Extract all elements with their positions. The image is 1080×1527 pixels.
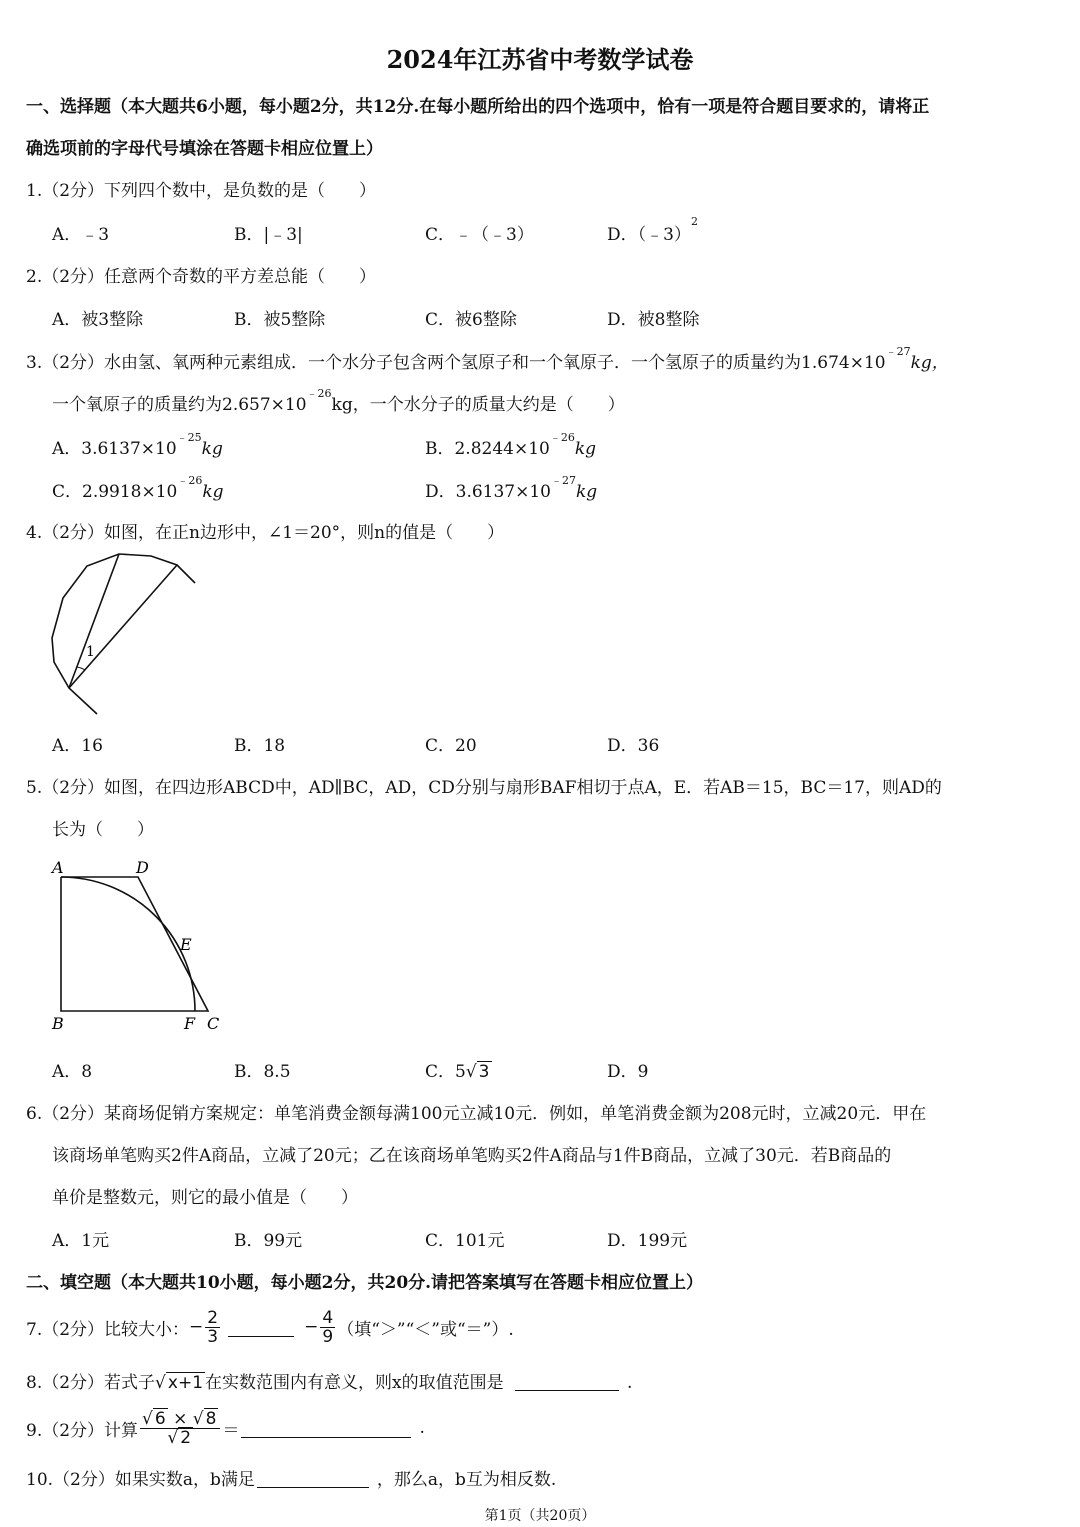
q7-fraction-1-denominator: 3 bbox=[207, 1326, 219, 1347]
q2-option-b: B．被5整除 bbox=[234, 310, 326, 330]
q4-option-b: B．18 bbox=[234, 736, 286, 756]
q8-period: . bbox=[627, 1373, 633, 1393]
q7-minus-2: − bbox=[304, 1317, 319, 1337]
q4-polygon-figure bbox=[40, 548, 210, 723]
q3-option-a-text: A．3.6137×10 bbox=[52, 439, 177, 459]
page-footer: 第1页（共20页） bbox=[484, 1508, 596, 1524]
q5-sector-arc bbox=[61, 877, 195, 1011]
q8-answer-blank[interactable] bbox=[515, 1372, 619, 1391]
q1-stem: 1.（2分）下列四个数中，是负数的是（ ） bbox=[26, 181, 377, 201]
q3-option-c bbox=[52, 474, 224, 502]
q1-option-c: C．﹣（﹣3） bbox=[425, 225, 534, 245]
q6-option-a: A．1元 bbox=[52, 1231, 110, 1251]
q9-denominator bbox=[140, 1429, 220, 1447]
q4-option-d: D．36 bbox=[607, 736, 660, 756]
q4-angle-arc bbox=[77, 667, 85, 670]
q4-stem: 4.（2分）如图，在正n边形中，∠1＝20°，则n的值是（ ） bbox=[26, 523, 505, 543]
q6-option-c: C．101元 bbox=[425, 1231, 505, 1251]
q9-prefix: 9.（2分）计算 bbox=[26, 1420, 139, 1441]
q7-suffix: （填“＞”“＜”或“＝”）. bbox=[337, 1319, 514, 1340]
q9-radicand-b: 8 bbox=[205, 1408, 217, 1429]
q7-prefix: 7.（2分）比较大小： bbox=[26, 1319, 190, 1340]
q6-option-d: D．199元 bbox=[607, 1231, 688, 1251]
q3-stem-line2 bbox=[52, 387, 625, 415]
q3-line1-exponent: ﹣27 bbox=[885, 345, 911, 358]
q5-label-c: C bbox=[207, 1014, 220, 1033]
q4-polygon-sides bbox=[52, 554, 195, 714]
q3-option-b bbox=[425, 431, 597, 459]
q5-stem-line2: 长为（ ） bbox=[52, 820, 154, 840]
q1-option-b: B．|﹣3| bbox=[234, 225, 303, 245]
q9-radicand-c: 2 bbox=[180, 1427, 192, 1448]
q6-option-b: B．99元 bbox=[234, 1231, 303, 1251]
q5-option-b: B．8.5 bbox=[234, 1062, 291, 1082]
q1-option-a: A．﹣3 bbox=[52, 225, 110, 245]
q5-label-b: B bbox=[52, 1014, 64, 1033]
q3-option-c-unit: kg bbox=[202, 482, 224, 502]
q7-minus-1: − bbox=[189, 1317, 204, 1337]
q7-fraction-1 bbox=[205, 1309, 220, 1346]
q5-option-c-radicand: 3 bbox=[478, 1062, 490, 1082]
q5-option-d: D．9 bbox=[607, 1062, 649, 1082]
q2-option-d: D．被8整除 bbox=[607, 310, 700, 330]
section1-heading-line2: 确选项前的字母代号填涂在答题卡相应位置上） bbox=[26, 139, 383, 159]
q8-middle: 在实数范围内有意义，则x的取值范围是 bbox=[205, 1373, 504, 1393]
q10-answer-blank[interactable] bbox=[257, 1469, 369, 1488]
q3-stem-line1 bbox=[26, 345, 949, 373]
q7-fraction-2 bbox=[320, 1309, 335, 1346]
q5-label-e: E bbox=[180, 935, 192, 954]
q9-radicand-a: 6 bbox=[154, 1408, 166, 1429]
q10-prefix: 10.（2分）如果实数a，b满足 bbox=[26, 1470, 255, 1490]
section2-heading: 二、填空题（本大题共10小题，每小题2分，共20分.请把答案填写在答题卡相应位置上） bbox=[26, 1273, 704, 1293]
q5-option-a: A．8 bbox=[52, 1062, 93, 1082]
q5-quadrilateral-figure bbox=[40, 855, 230, 1040]
q3-line1-unit: kg， bbox=[910, 353, 949, 373]
q3-option-a-unit: kg bbox=[201, 439, 223, 459]
q5-label-f: F bbox=[184, 1014, 196, 1033]
q3-line1-text: 3.（2分）水由氢、氧两种元素组成．一个水分子包含两个氢原子和一个氧原子．一个氢原子的质量约为1.674×10 bbox=[26, 353, 886, 373]
q7-fraction-2-numerator: 4 bbox=[322, 1307, 334, 1328]
q3-option-b-text: B．2.8244×10 bbox=[425, 439, 550, 459]
q4-option-a: A．16 bbox=[52, 736, 103, 756]
section1-heading-line1: 一、选择题（本大题共6小题，每小题2分，共12分.在每小题所给出的四个选项中，恰有一项是符合题目要求的，请将正 bbox=[26, 97, 930, 117]
q9-line bbox=[26, 1400, 425, 1456]
q9-radical-c: √ 2 bbox=[167, 1427, 192, 1448]
q3-option-d bbox=[425, 474, 598, 502]
page-title: 2024年江苏省中考数学试卷 bbox=[386, 45, 694, 74]
q9-radical-a: √ 6 bbox=[142, 1408, 166, 1429]
q3-option-d-text: D．3.6137×10 bbox=[425, 482, 551, 502]
q9-period: . bbox=[419, 1418, 425, 1438]
q4-diagonal-1 bbox=[69, 554, 119, 688]
q9-radical-b: √ 8 bbox=[192, 1408, 217, 1429]
q2-option-c: C．被6整除 bbox=[425, 310, 517, 330]
q3-line2-text: 一个氧原子的质量约为2.657×10 bbox=[52, 395, 307, 415]
q2-stem: 2.（2分）任意两个奇数的平方差总能（ ） bbox=[26, 267, 377, 287]
q3-option-c-text: C．2.9918×10 bbox=[52, 482, 178, 502]
q6-stem-line3: 单价是整数元，则它的最小值是（ ） bbox=[52, 1188, 358, 1208]
q5-option-c-coef: C．5 bbox=[425, 1062, 466, 1082]
q3-line2-tail: kg，一个水分子的质量大约是（ ） bbox=[331, 395, 625, 415]
q1-option-d-base: D．（﹣3） bbox=[607, 225, 691, 245]
q3-option-d-unit: kg bbox=[576, 482, 598, 502]
q7-answer-blank[interactable] bbox=[228, 1318, 294, 1337]
q3-option-b-exponent: ﹣26 bbox=[549, 431, 575, 444]
q10-line bbox=[26, 1465, 556, 1490]
q9-equals: ＝ bbox=[222, 1420, 240, 1441]
q8-prefix: 8.（2分）若式子 bbox=[26, 1373, 156, 1393]
q7-fraction-1-numerator: 2 bbox=[207, 1307, 219, 1328]
q9-answer-blank[interactable] bbox=[241, 1419, 411, 1438]
q8-radical: √ x+1 bbox=[155, 1373, 204, 1393]
q2-option-a: A．被3整除 bbox=[52, 310, 144, 330]
q10-suffix: ，那么a，b互为相反数. bbox=[376, 1470, 557, 1490]
q3-option-a-exponent: ﹣25 bbox=[176, 431, 202, 444]
q5-stem-line1: 5.（2分）如图，在四边形ABCD中，AD∥BC，AD，CD分别与扇形BAF相切于点A，E．若AB＝15，BC＝17，则AD的 bbox=[26, 778, 942, 798]
q5-label-a: A bbox=[52, 858, 64, 877]
q3-option-b-unit: kg bbox=[574, 439, 597, 459]
q7-fraction-2-denominator: 9 bbox=[322, 1326, 334, 1347]
q7-line bbox=[26, 1305, 514, 1349]
q1-option-d-exponent: 2 bbox=[690, 215, 698, 228]
q3-option-a bbox=[52, 431, 223, 459]
q9-fraction bbox=[140, 1410, 220, 1447]
q5-label-d: D bbox=[136, 858, 149, 877]
q5-option-c bbox=[425, 1057, 492, 1082]
q1-option-d bbox=[607, 215, 698, 245]
q3-option-d-exponent: ﹣27 bbox=[551, 474, 576, 487]
q3-option-c-exponent: ﹣26 bbox=[177, 474, 203, 487]
q6-stem-line2: 该商场单笔购买2件A商品，立减了20元；乙在该商场单笔购买2件A商品与1件B商品，立减了30元．若B商品的 bbox=[52, 1146, 892, 1166]
q8-radicand: x+1 bbox=[167, 1373, 204, 1393]
q3-line2-exponent: ﹣26 bbox=[306, 387, 332, 400]
q5-option-c-radical: √ 3 bbox=[465, 1062, 490, 1082]
q8-line bbox=[26, 1368, 632, 1393]
q6-stem-line1: 6.（2分）某商场促销方案规定：单笔消费金额每满100元立减10元．例如，单笔消费金额为208元时，立减20元．甲在 bbox=[26, 1104, 927, 1124]
q9-times: × bbox=[173, 1408, 188, 1429]
q4-option-c: C．20 bbox=[425, 736, 477, 756]
q4-angle-label: 1 bbox=[86, 644, 95, 660]
